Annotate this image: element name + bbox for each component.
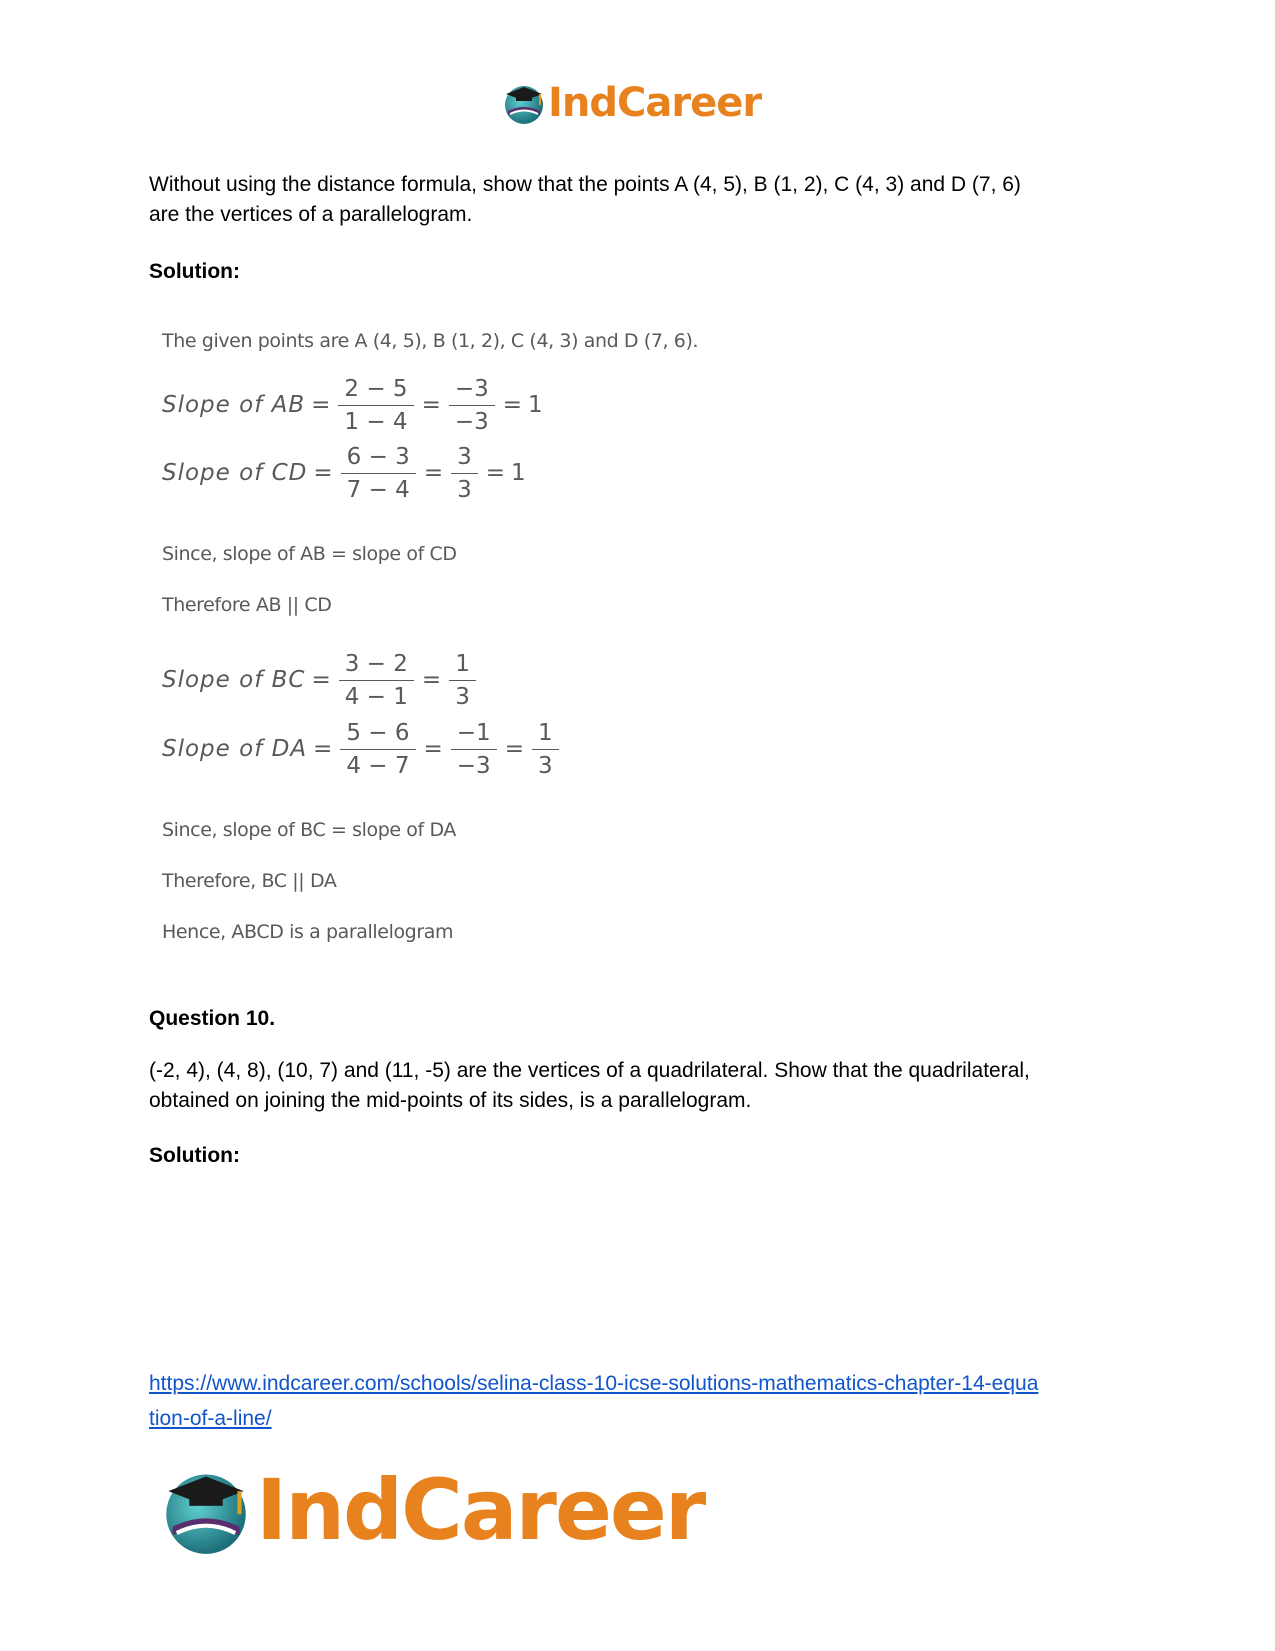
denominator: −3	[454, 408, 489, 435]
numerator: −3	[449, 373, 495, 406]
denominator: 4 − 7	[346, 752, 410, 779]
fraction	[339, 648, 414, 713]
denominator: 4 − 1	[344, 683, 408, 710]
fraction	[341, 441, 416, 506]
equation-result: 1	[511, 460, 526, 486]
question-9-text-line-1: Without using the distance formula, show that the points A (4, 5), B (1, 2), C (4, 3) and D (7, 6)	[149, 173, 1021, 196]
equation-slope-cd	[162, 438, 526, 508]
footer-link-line-1[interactable]: https://www.indcareer.com/schools/selina-class-10-icse-solutions-mathematics-chapter-14-equa	[149, 1372, 1039, 1395]
header-logo	[502, 80, 761, 126]
denominator: 7 − 4	[346, 476, 410, 503]
equation-result: 1	[528, 392, 543, 418]
denominator: 1 − 4	[344, 408, 408, 435]
graduation-cap-book-globe-icon	[502, 81, 546, 125]
fraction	[532, 717, 559, 782]
equation-slope-ab	[162, 370, 543, 440]
equation-slope-da	[162, 714, 561, 784]
solution-therefore-ab-cd: Therefore AB || CD	[162, 594, 332, 616]
graduation-cap-book-globe-icon	[160, 1464, 252, 1556]
fraction	[451, 441, 478, 506]
equals-sign: =	[313, 460, 333, 486]
denominator: 3	[457, 476, 472, 503]
fraction	[449, 373, 495, 438]
question-10-solution-label: Solution:	[149, 1144, 240, 1167]
numerator: 2 − 5	[338, 373, 413, 406]
solution-given-points: The given points are A (4, 5), B (1, 2), C (4, 3) and D (7, 6).	[162, 330, 699, 352]
fraction	[338, 373, 413, 438]
numerator: 3 − 2	[339, 648, 414, 681]
footer-logo	[160, 1462, 704, 1558]
equation-lhs: Slope of BC	[162, 667, 306, 693]
equals-sign: =	[421, 392, 441, 418]
equation-slope-bc	[162, 645, 478, 715]
equals-sign: =	[313, 736, 333, 762]
numerator: 5 − 6	[340, 717, 415, 750]
header-logo-text: IndCareer	[548, 80, 762, 126]
footer-link-line-2[interactable]: tion-of-a-line/	[149, 1407, 272, 1430]
denominator: 3	[455, 683, 470, 710]
equals-sign: =	[485, 460, 506, 486]
equation-lhs: Slope of DA	[162, 736, 308, 762]
equals-sign: =	[504, 736, 524, 762]
fraction	[340, 717, 415, 782]
equation-lhs: Slope of AB	[162, 392, 306, 418]
numerator: 3	[451, 441, 478, 474]
footer-logo-text: IndCareer	[256, 1461, 705, 1559]
numerator: −1	[451, 717, 497, 750]
solution-therefore-bc-da: Therefore, BC || DA	[162, 870, 337, 892]
question-10-text-line-2: obtained on joining the mid-points of its sides, is a parallelogram.	[149, 1089, 752, 1112]
equals-sign: =	[423, 460, 444, 486]
equals-sign: =	[311, 667, 331, 693]
numerator: 1	[449, 648, 476, 681]
question-10-text-line-1: (-2, 4), (4, 8), (10, 7) and (11, -5) are the vertices of a quadrilateral. Show that the quadrilateral,	[149, 1059, 1030, 1082]
solution-since-bc-da: Since, slope of BC = slope of DA	[162, 819, 456, 841]
equals-sign: =	[421, 667, 442, 693]
denominator: −3	[456, 752, 491, 779]
equation-lhs: Slope of CD	[162, 460, 308, 486]
solution-since-ab-cd: Since, slope of AB = slope of CD	[162, 543, 457, 565]
fraction	[449, 648, 476, 713]
question-9-text-line-2: are the vertices of a parallelogram.	[149, 203, 473, 226]
numerator: 1	[532, 717, 559, 750]
fraction	[451, 717, 497, 782]
question-10-title: Question 10.	[149, 1007, 276, 1030]
question-9-solution-label: Solution:	[149, 260, 240, 283]
equals-sign: =	[502, 392, 523, 418]
solution-hence-parallelogram: Hence, ABCD is a parallelogram	[162, 921, 454, 943]
equals-sign: =	[423, 736, 443, 762]
numerator: 6 − 3	[341, 441, 416, 474]
equals-sign: =	[311, 392, 331, 418]
denominator: 3	[537, 752, 553, 779]
